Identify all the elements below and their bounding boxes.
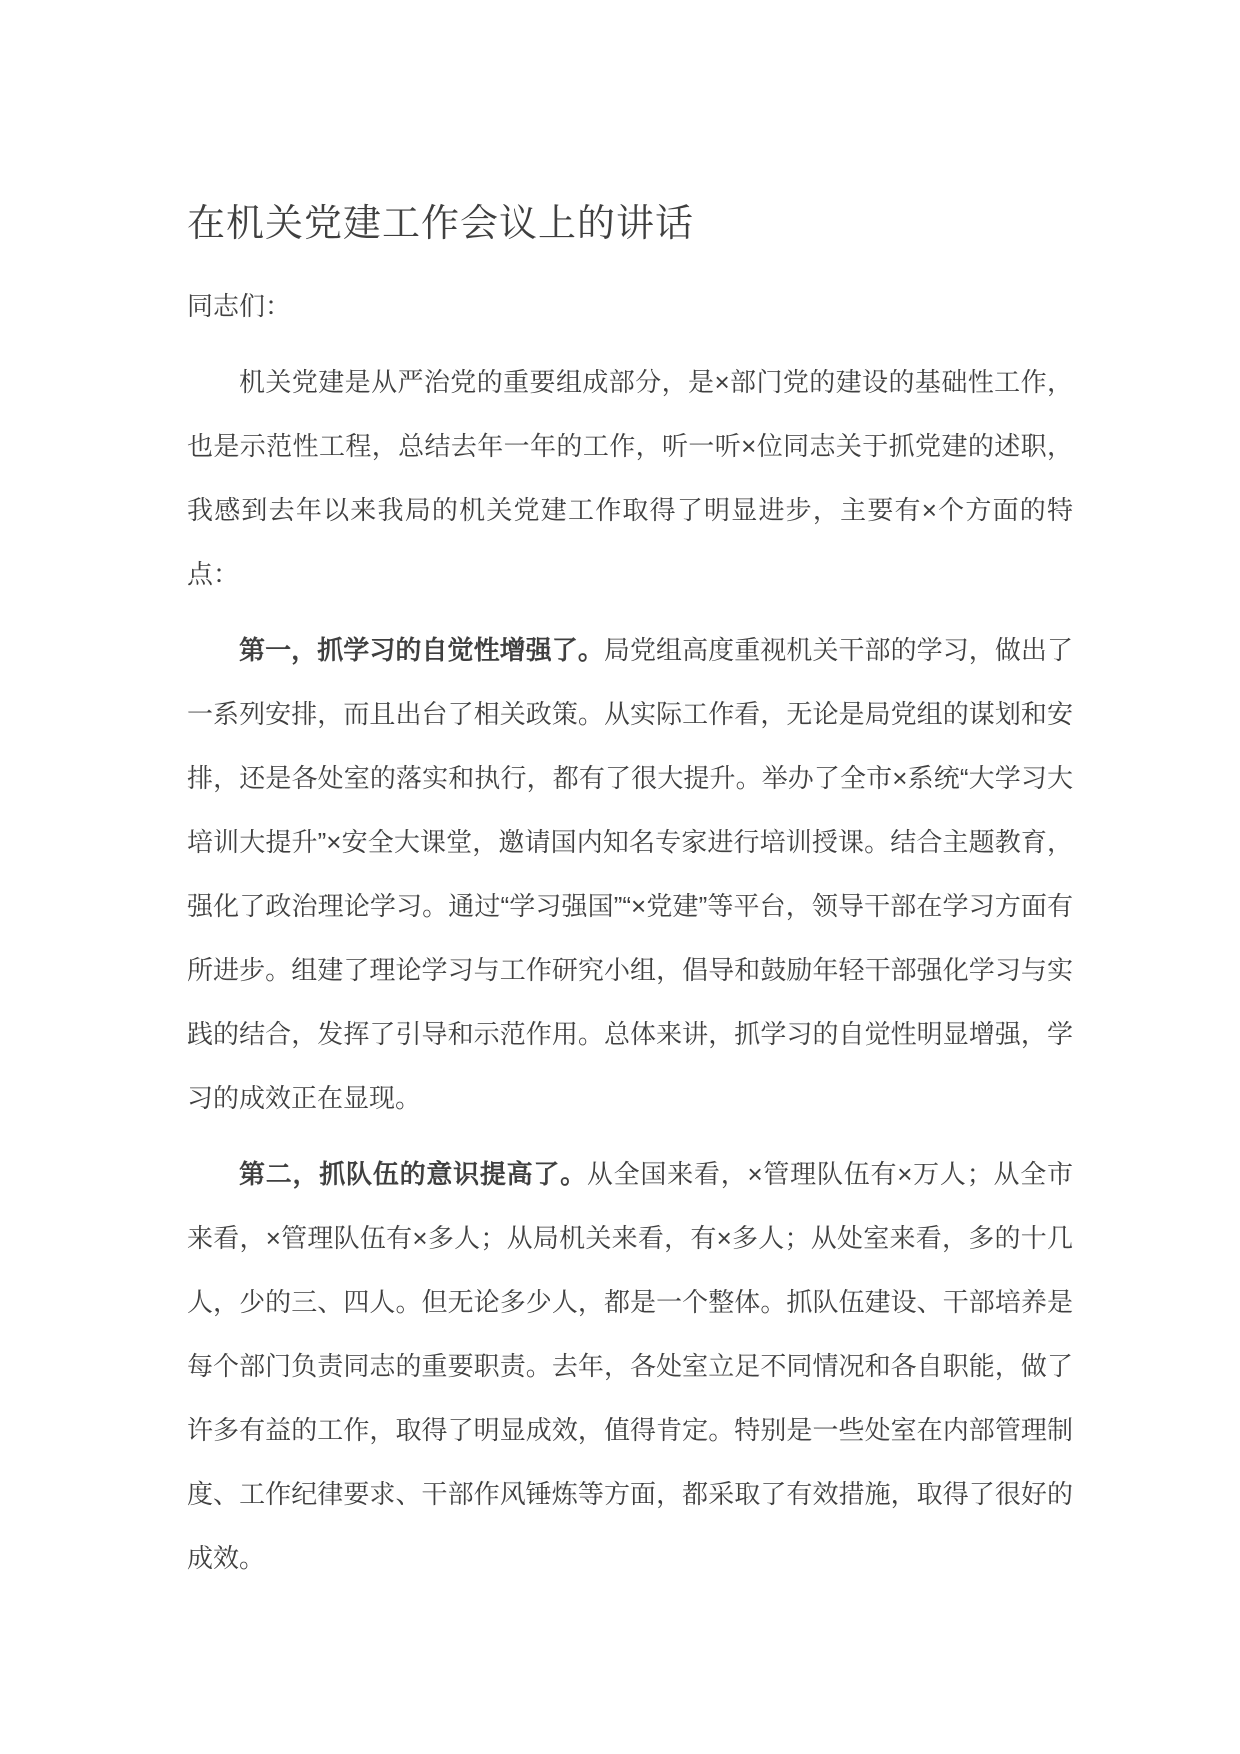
paragraph-text: 局党组高度重视机关干部的学习，做出了一系列安排，而且出台了相关政策。从实际工作看，无论是局党组的谋划和安排，还是各处室的落实和执行，都有了很大提升。举办了全市×系统“大学习大培训大提升”×安全大课堂，邀请国内知名专家进行培训授课。结合主题教育，强化了政治理论学习。通过“学习强国”“×党建”等平台，领导干部在学习方面有所进步。组建了理论学习与工作研究小组，倡导和鼓励年轻干部强化学习与实践的结合，发挥了引导和示范作用。总体来讲，抓学习的自觉性明显增强，学习的成效正在显现。: [187, 635, 1073, 1113]
paragraph-lead: 第二，抓队伍的意识提高了。: [239, 1159, 587, 1189]
paragraph: [187, 1142, 1073, 1590]
document-title: 在机关党建工作会议上的讲话: [187, 203, 695, 245]
paragraph-text: 机关党建是从严治党的重要组成部分，是×部门党的建设的基础性工作，也是示范性工程，总结去年一年的工作，听一听×位同志关于抓党建的述职，我感到去年以来我局的机关党建工作取得了明显进步，主要有×个方面的特点：: [187, 367, 1073, 589]
paragraph: [187, 618, 1073, 1130]
salutation: 同志们：: [187, 291, 292, 321]
paragraph-text: 从全国来看，×管理队伍有×万人；从全市来看，×管理队伍有×多人；从局机关来看，有×多人；从处室来看，多的十几人，少的三、四人。但无论多少人，都是一个整体。抓队伍建设、干部培养是每个部门负责同志的重要职责。去年，各处室立足不同情况和各自职能，做了许多有益的工作，取得了明显成效，值得肯定。特别是一些处室在内部管理制度、工作纪律要求、干部作风锤炼等方面，都采取了有效措施，取得了很好的成效。: [187, 1159, 1073, 1573]
paragraph-lead: 第一，抓学习的自觉性增强了。: [239, 635, 604, 665]
paragraph: [187, 350, 1073, 606]
